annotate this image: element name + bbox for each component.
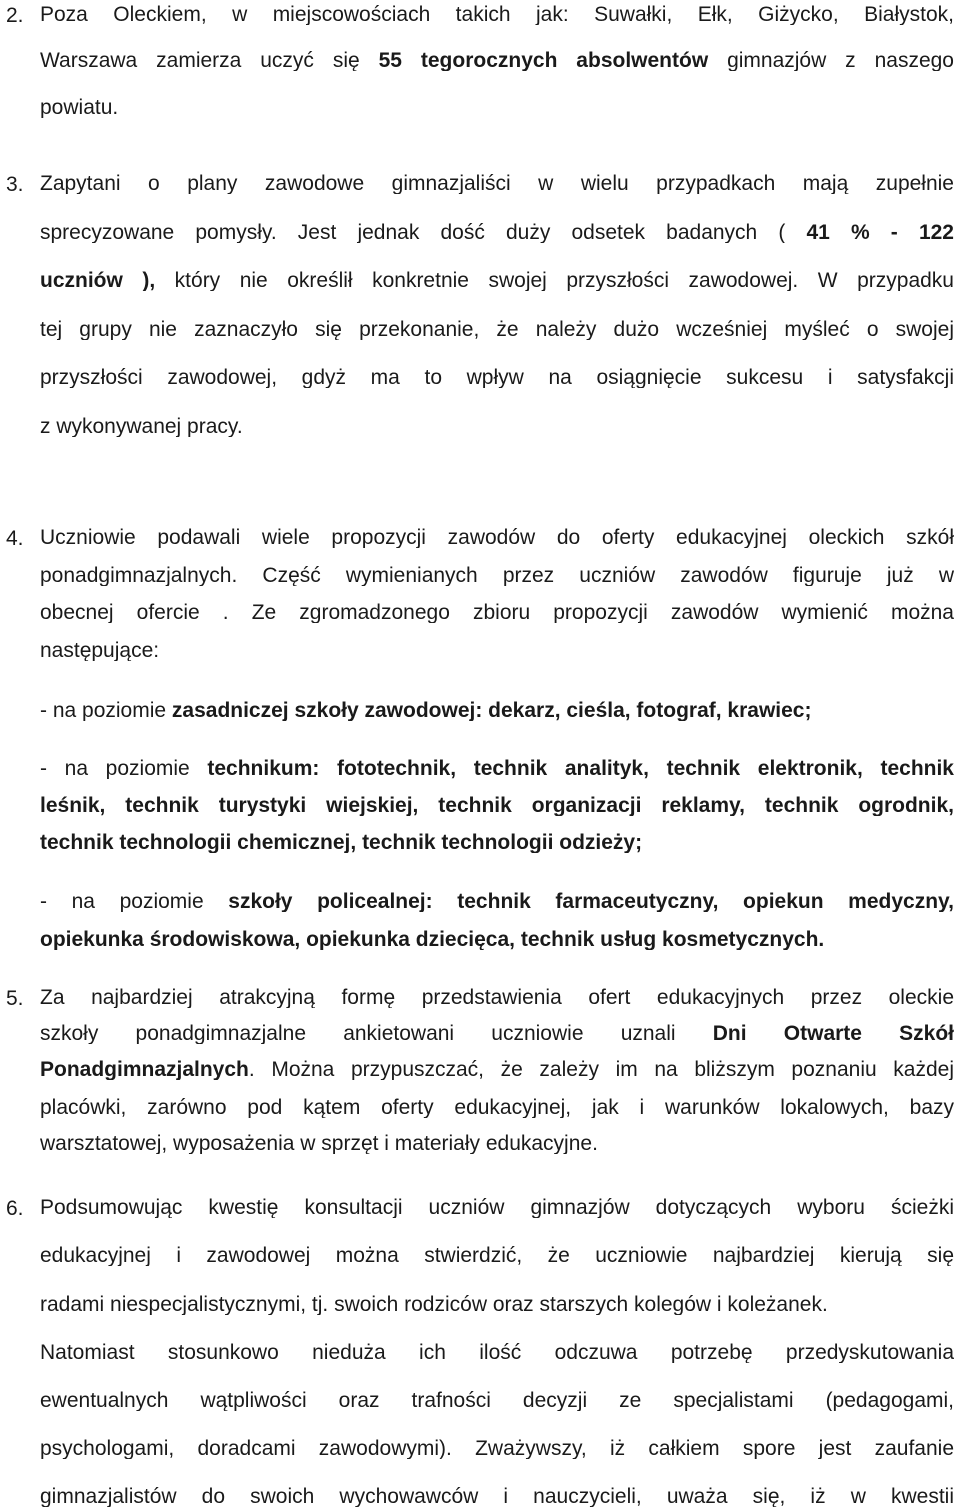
text-line: przyszłości zawodowej, gdyż ma to wpływ na osiągnięcie sukcesu i satysfakcji xyxy=(40,367,954,388)
text-line: ewentualnych wątpliwości oraz trafności decyzji ze specjalistami (pedagogami, xyxy=(40,1390,954,1411)
text-line: psychologami, doradcami zawodowymi). Zważywszy, iż całkiem spore jest zaufanie xyxy=(40,1438,954,1459)
text-line: gimnazjalistów do swoich wychowawców i nauczycieli, uważa się, iż w kwestii xyxy=(40,1486,954,1507)
text-line: sprecyzowane pomysły. Jest jednak dość duży odsetek badanych ( 41 % - 122 xyxy=(40,222,954,243)
text-line: uczniów ), który nie określił konkretnie swojej przyszłości zawodowej. W przypadku xyxy=(40,270,954,291)
text-line: placówki, zarówno pod kątem oferty edukacyjnej, jak i warunków lokalowych, bazy xyxy=(40,1097,954,1118)
text-line: Zapytani o plany zawodowe gimnazjaliści w wielu przypadkach mają zupełnie xyxy=(40,173,954,194)
text-line: Uczniowie podawali wiele propozycji zawodów do oferty edukacyjnej oleckich szkół xyxy=(40,527,954,548)
text-line: Warszawa zamierza uczyć się 55 tegorocznych absolwentów gimnazjów z naszego xyxy=(40,50,954,71)
text-line: następujące: xyxy=(40,640,160,661)
item-number: 2. xyxy=(6,4,24,27)
text-line: - na poziomie szkoły policealnej: technik farmaceutyczny, opiekun medyczny, xyxy=(40,891,954,912)
item-number: 5. xyxy=(6,987,24,1010)
text-line: Ponadgimnazjalnych. Można przypuszczać, że zależy im na bliższym poznaniu każdej xyxy=(40,1059,954,1080)
text-line: powiatu. xyxy=(40,97,119,118)
text-line: - na poziomie zasadniczej szkoły zawodowej: dekarz, cieśla, fotograf, krawiec; xyxy=(40,700,812,721)
text-line: z wykonywanej pracy. xyxy=(40,416,243,437)
text-line: leśnik, technik turystyki wiejskiej, technik organizacji reklamy, technik ogrodnik, xyxy=(40,795,954,816)
text-line: obecnej ofercie . Ze zgromadzonego zbioru propozycji zawodów wymienić można xyxy=(40,602,954,623)
text-line: Podsumowując kwestię konsultacji uczniów gimnazjów dotyczących wyboru ścieżki xyxy=(40,1197,954,1218)
text-line: - na poziomie technikum: fototechnik, technik analityk, technik elektronik, technik xyxy=(40,758,954,779)
item-number: 3. xyxy=(6,173,24,196)
text-line: ponadgimnazjalnych. Część wymienianych przez uczniów zawodów figuruje już w xyxy=(40,565,954,586)
text-line: warsztatowej, wyposażenia w sprzęt i materiały edukacyjne. xyxy=(40,1133,598,1154)
text-line: technik technologii chemicznej, technik technologii odzieży; xyxy=(40,832,643,853)
text-line: Za najbardziej atrakcyjną formę przedstawienia ofert edukacyjnych przez oleckie xyxy=(40,987,954,1008)
text-line: opiekunka środowiskowa, opiekunka dziecięca, technik usług kosmetycznych. xyxy=(40,929,825,950)
text-line: edukacyjnej i zawodowej można stwierdzić, że uczniowie najbardziej kierują się xyxy=(40,1245,954,1266)
text-line: radami niespecjalistycznymi, tj. swoich rodziców oraz starszych kolegów i koleżanek. xyxy=(40,1294,828,1315)
item-number: 6. xyxy=(6,1197,24,1220)
item-number: 4. xyxy=(6,527,24,550)
text-line: Natomiast stosunkowo nieduża ich ilość odczuwa potrzebę przedyskutowania xyxy=(40,1342,954,1363)
text-line: szkoły ponadgimnazjalne ankietowani uczniowie uznali Dni Otwarte Szkół xyxy=(40,1023,954,1044)
text-line: Poza Oleckiem, w miejscowościach takich jak: Suwałki, Ełk, Giżycko, Białystok, xyxy=(40,4,954,25)
text-line: tej grupy nie zaznaczyło się przekonanie, że należy dużo wcześniej myśleć o swojej xyxy=(40,319,954,340)
